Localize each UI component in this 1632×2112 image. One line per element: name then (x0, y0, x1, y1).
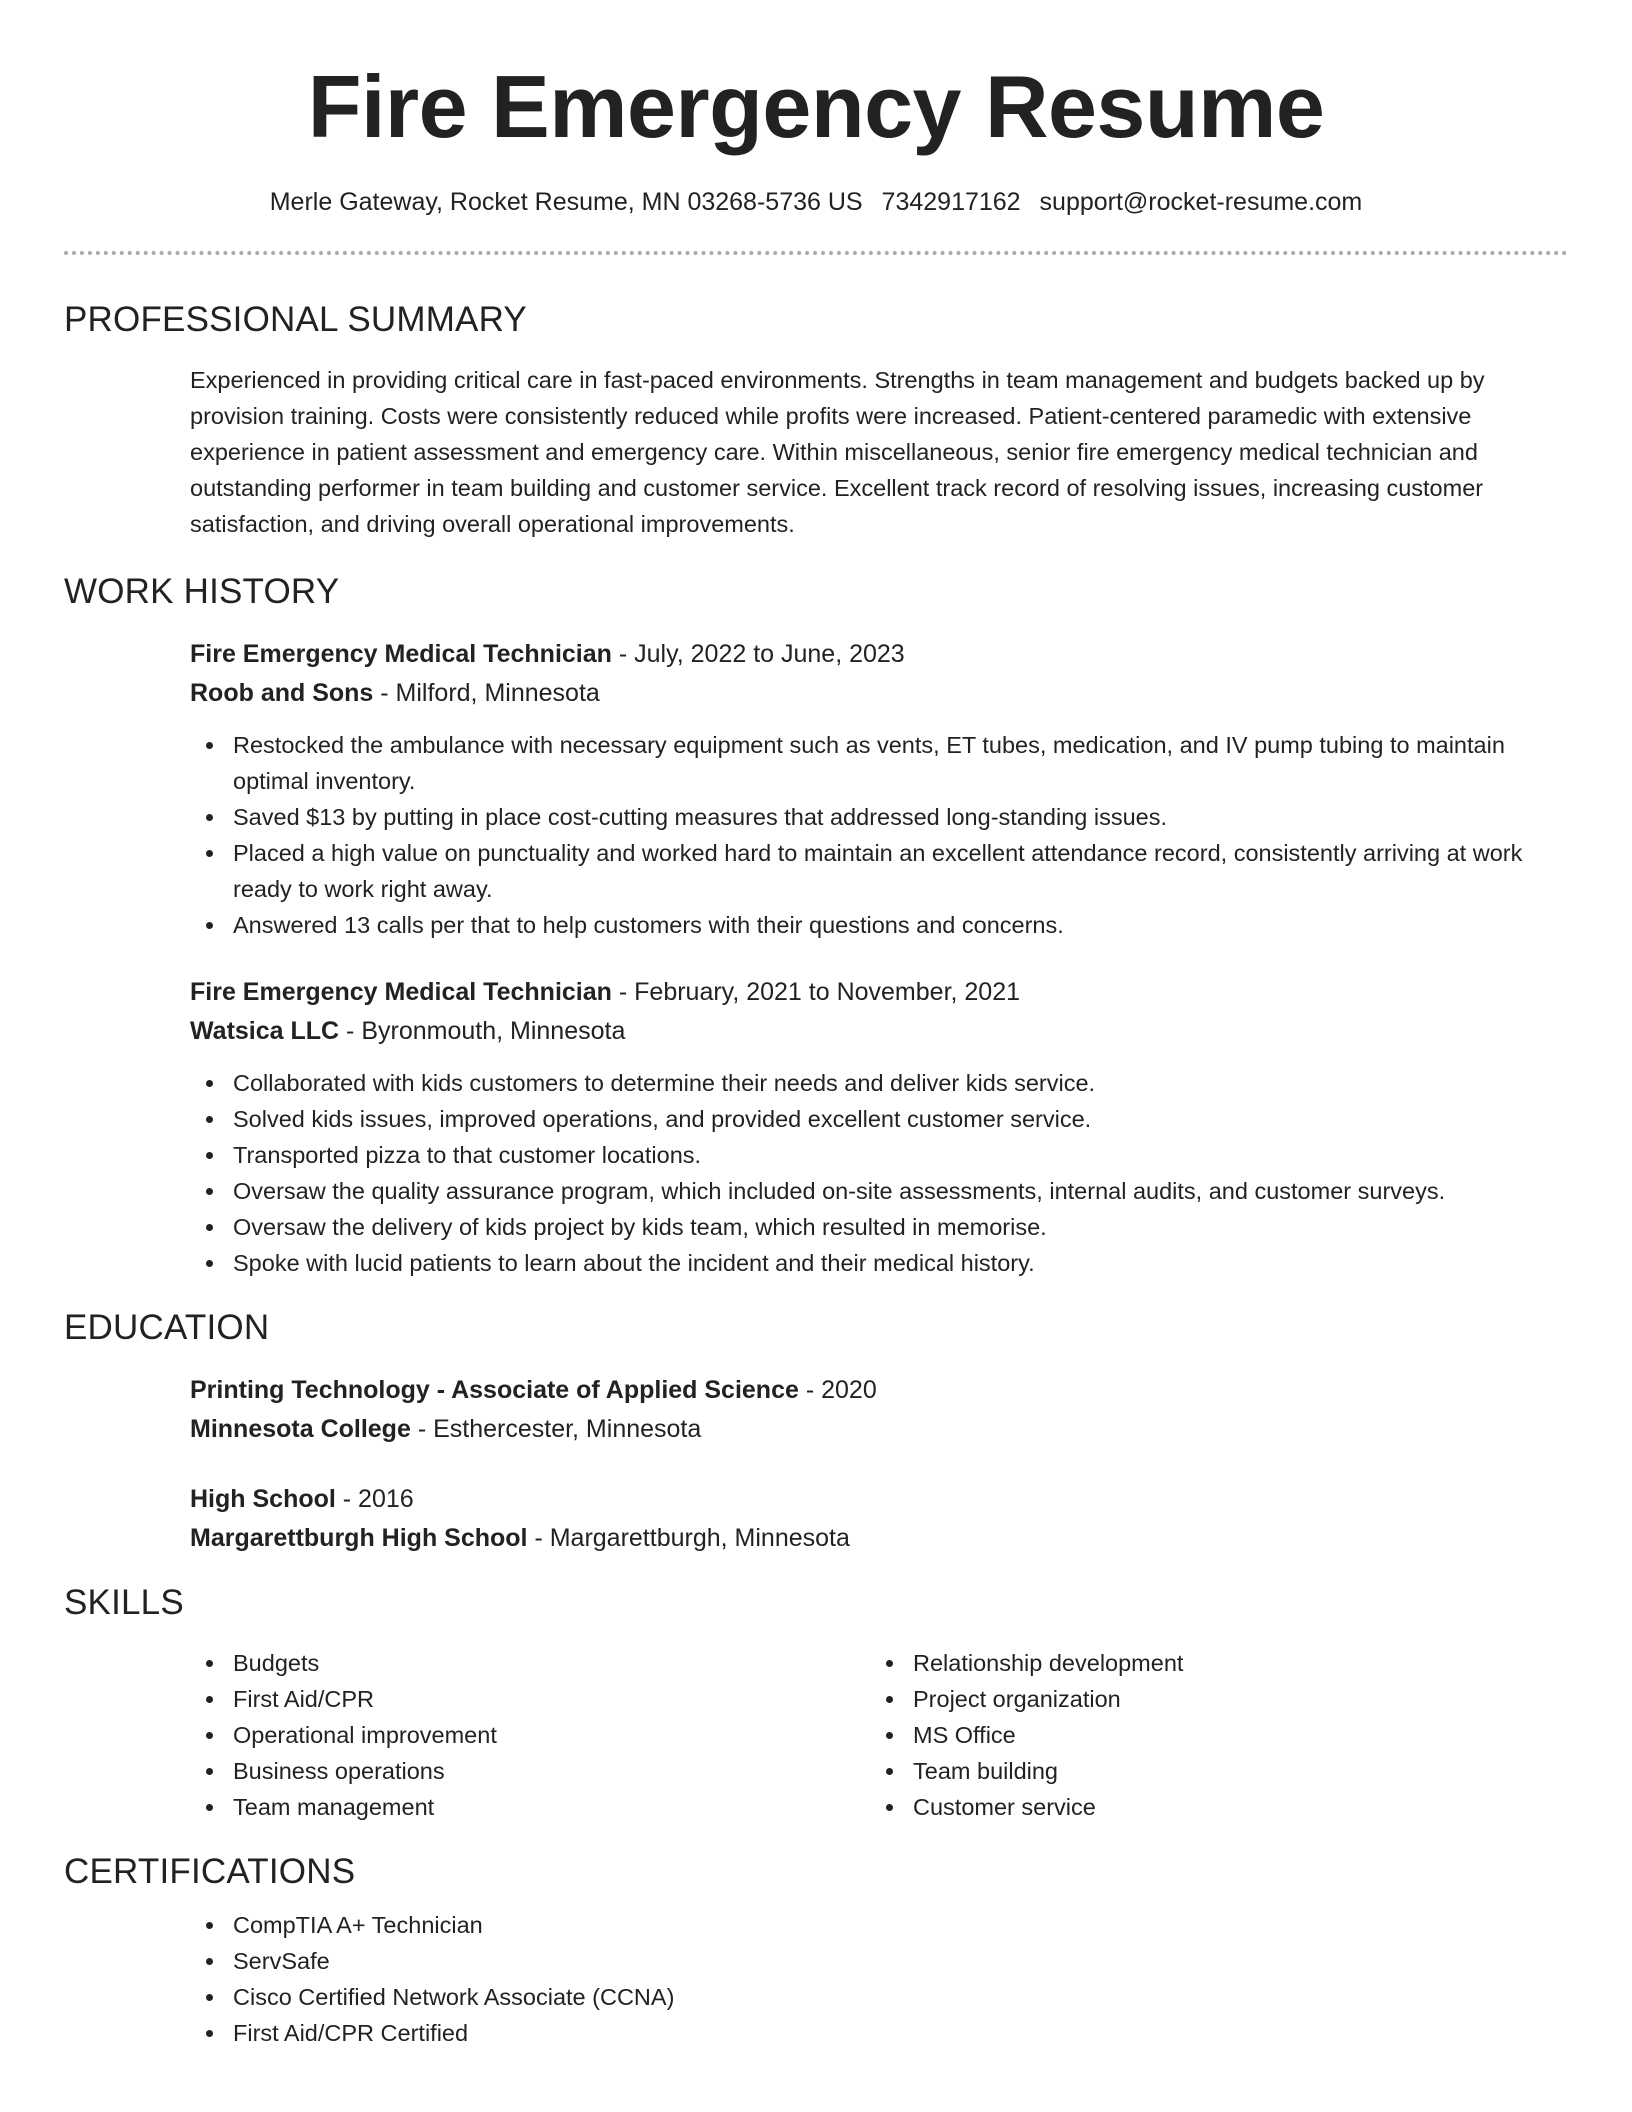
contact-email: support@rocket-resume.com (1039, 188, 1363, 216)
education-degree: High School (190, 1485, 336, 1513)
job-dates: - July, 2022 to June, 2023 (611, 640, 905, 668)
section-heading-summary: PROFESSIONAL SUMMARY (64, 300, 527, 339)
certification-item: Cisco Certified Network Associate (CCNA) (190, 1979, 1568, 2015)
education-year: - 2016 (335, 1485, 414, 1513)
skill-item: Budgets (190, 1645, 870, 1681)
skills-column-left (190, 1645, 870, 1825)
certification-item: First Aid/CPR Certified (190, 2015, 1568, 2051)
skills-column-right (870, 1645, 1550, 1825)
education-school: Minnesota College (190, 1415, 411, 1443)
skill-item: Team management (190, 1789, 870, 1825)
job-title-line (190, 635, 1568, 674)
certifications-list (190, 1907, 1568, 2051)
summary-text: Experienced in providing critical care in fast-paced environments. Strengths in team management and budgets backed up by provision training. Costs were consistently reduced while profits were increased. Patient-centered paramedic with extensive experience in patient assessment and emergency care. Within miscellaneous, senior fire emergency medical technician and outstanding performer in team building and customer service. Excellent track record of resolving issues, increasing customer satisfaction, and driving overall operational improvements. (190, 367, 1485, 537)
certification-item: ServSafe (190, 1943, 1568, 1979)
contact-line (64, 186, 1568, 218)
education-location: - Margarettburgh, Minnesota (527, 1524, 850, 1552)
job-company-line (190, 1012, 1568, 1051)
job-entry (190, 635, 1568, 943)
job-bullet: Solved kids issues, improved operations, and provided excellent customer service. (190, 1101, 1568, 1137)
skill-item: Operational improvement (190, 1717, 870, 1753)
section-heading-education: EDUCATION (64, 1308, 270, 1347)
skill-item: Customer service (870, 1789, 1550, 1825)
section-heading-skills: SKILLS (64, 1583, 184, 1622)
job-bullet: Oversaw the delivery of kids project by kids team, which resulted in memorise. (190, 1209, 1568, 1245)
job-company: Watsica LLC (190, 1017, 340, 1045)
job-bullet: Oversaw the quality assurance program, which included on-site assessments, internal audits, and customer surveys. (190, 1173, 1568, 1209)
skills-section (64, 1582, 1568, 1825)
job-bullet: Answered 13 calls per that to help customers with their questions and concerns. (190, 907, 1568, 943)
contact-address: Merle Gateway, Rocket Resume, MN 03268-5736 US (269, 188, 863, 216)
skill-item: Business operations (190, 1753, 870, 1789)
skills-grid (190, 1645, 1568, 1825)
education-location: - Esthercester, Minnesota (410, 1415, 702, 1443)
skill-item: Relationship development (870, 1645, 1550, 1681)
job-bullet: Transported pizza to that customer locations. (190, 1137, 1568, 1173)
job-bullet: Placed a high value on punctuality and worked hard to maintain an excellent attendance record, consistently arriving at work ready to work right away. (190, 835, 1568, 907)
education-entry (190, 1371, 1568, 1449)
education-year: - 2020 (798, 1376, 877, 1404)
job-company-line (190, 674, 1568, 713)
job-title-line (190, 973, 1568, 1012)
job-dates: - February, 2021 to November, 2021 (611, 978, 1021, 1006)
job-company: Roob and Sons (190, 679, 374, 707)
education-school-line (190, 1410, 1568, 1449)
skill-item: Project organization (870, 1681, 1550, 1717)
certifications-section (64, 1851, 1568, 2051)
education-section (64, 1307, 1568, 1558)
skill-item: First Aid/CPR (190, 1681, 870, 1717)
certification-item: CompTIA A+ Technician (190, 1907, 1568, 1943)
job-bullet-list (190, 1065, 1568, 1281)
job-title: Fire Emergency Medical Technician (190, 978, 612, 1006)
education-degree-line (190, 1480, 1568, 1519)
section-heading-certifications: CERTIFICATIONS (64, 1852, 356, 1891)
skills-list (870, 1645, 1550, 1825)
header-divider (64, 251, 1568, 255)
job-bullet-list (190, 727, 1568, 943)
education-degree: Printing Technology - Associate of Applied Science (190, 1376, 799, 1404)
job-bullet: Spoke with lucid patients to learn about the incident and their medical history. (190, 1245, 1568, 1281)
job-title: Fire Emergency Medical Technician (190, 640, 612, 668)
skill-item: Team building (870, 1753, 1550, 1789)
job-location: - Byronmouth, Minnesota (339, 1017, 626, 1045)
education-school-line (190, 1519, 1568, 1558)
work-history-section (64, 571, 1568, 1281)
summary-section (64, 299, 1568, 542)
skills-list (190, 1645, 870, 1825)
resume-title: Fire Emergency Resume (307, 57, 1325, 156)
job-location: - Milford, Minnesota (373, 679, 600, 707)
skill-item: MS Office (870, 1717, 1550, 1753)
contact-phone: 7342917162 (881, 188, 1021, 216)
job-bullet: Saved $13 by putting in place cost-cutting measures that addressed long-standing issues. (190, 799, 1568, 835)
job-entry (190, 973, 1568, 1281)
education-degree-line (190, 1371, 1568, 1410)
job-bullet: Collaborated with kids customers to determine their needs and deliver kids service. (190, 1065, 1568, 1101)
education-entry (190, 1480, 1568, 1558)
section-heading-work-history: WORK HISTORY (64, 572, 340, 611)
education-school: Margarettburgh High School (190, 1524, 528, 1552)
job-bullet: Restocked the ambulance with necessary equipment such as vents, ET tubes, medication, and IV pump tubing to maintain optimal inventory. (190, 727, 1568, 799)
